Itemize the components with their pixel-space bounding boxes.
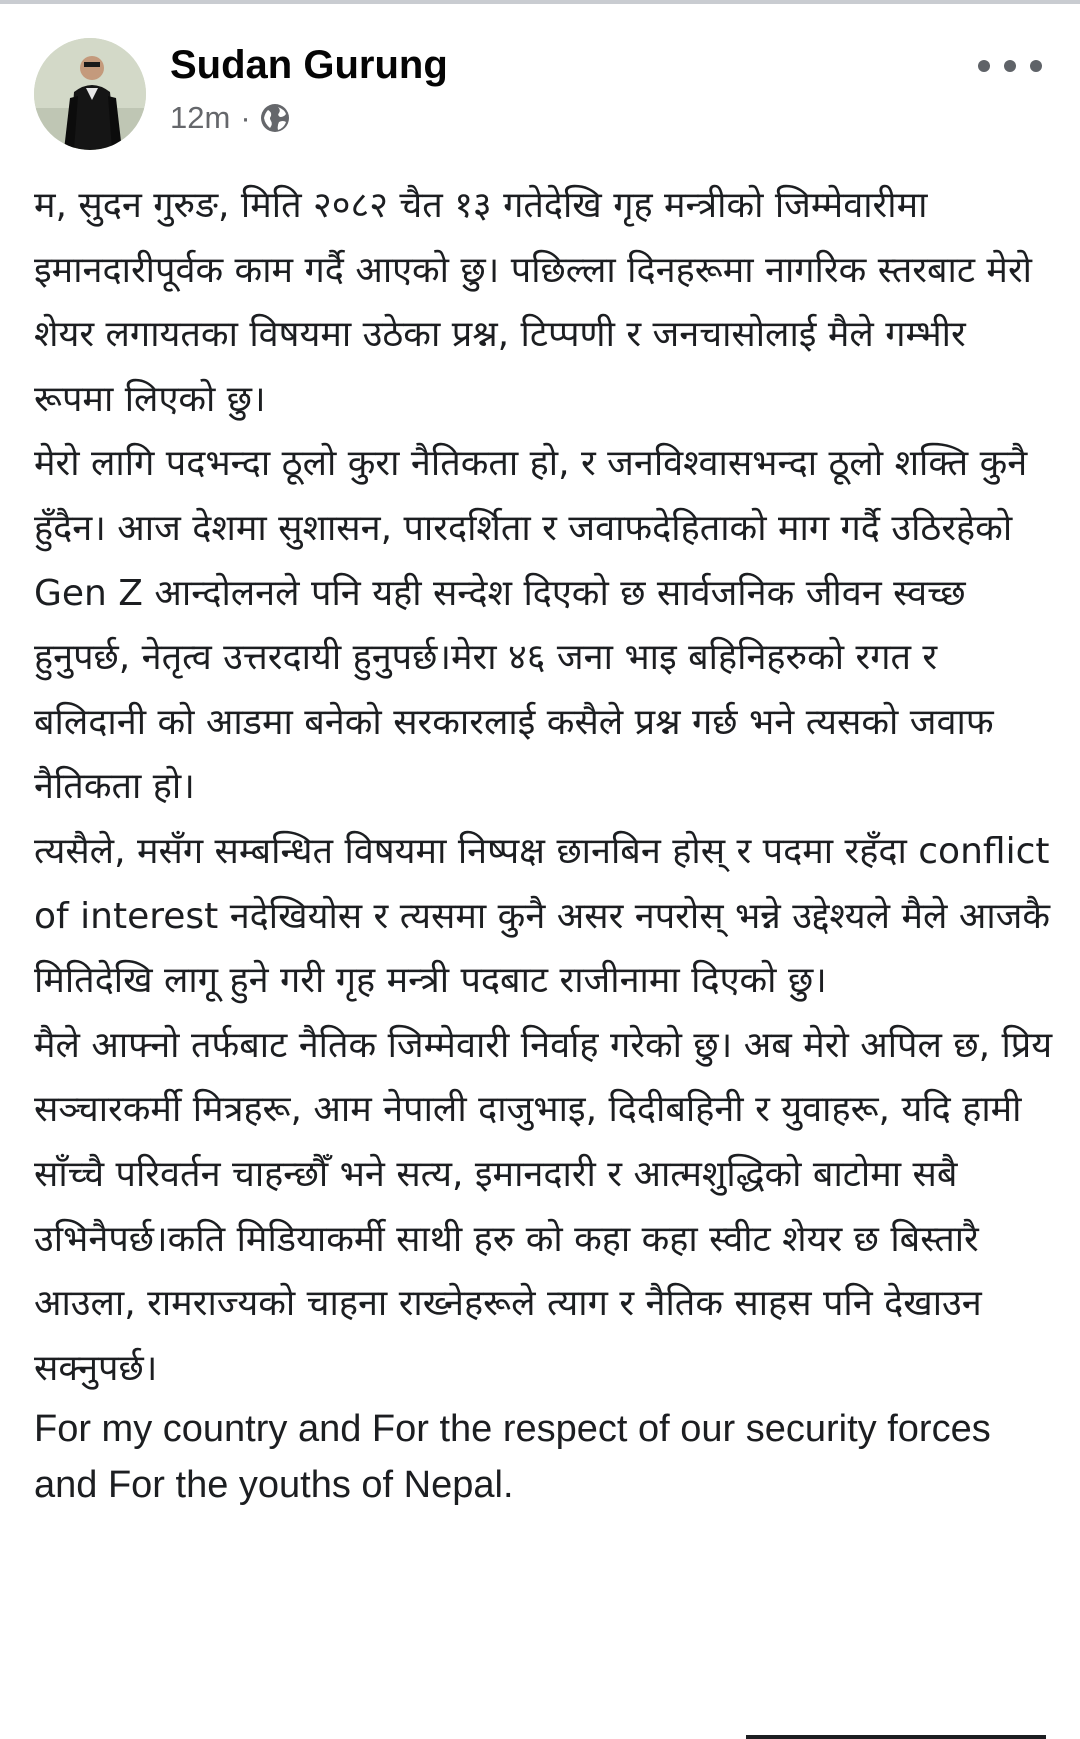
globe-icon <box>259 102 291 134</box>
post-paragraph: त्यसैले, मसँग सम्बन्धित विषयमा निष्पक्ष छानबिन होस् र पदमा रहँदा conflict of interest नदेखियोस र त्यसमा कुनै असर नपरोस् भन्ने उद्देश्यले मैले आजकै मितिदेखि लागू हुने गरी गृह मन्त्री पदबाट राजीनामा दिएको छु। <box>34 830 1050 1002</box>
next-section-peek <box>34 1730 1046 1739</box>
post-header <box>34 38 1046 150</box>
more-horizontal-icon-dot <box>978 60 990 72</box>
post-paragraph: मैले आफ्नो तर्फबाट नैतिक जिम्मेवारी निर्वाह गरेको छु। अब मेरो अपिल छ, प्रिय सञ्चारकर्मी मित्रहरू, आम नेपाली दाजुभाइ, दिदीबहिनी र युवाहरू, यदि हामी साँच्चै परिवर्तन चाहन्छौँ भने सत्य, इमानदारी र आत्मशुद्धिको बाटोमा सबै उभिनैपर्छ।कति मिडियाकर्मी साथी हरु को कहा कहा स्वीट शेयर छ बिस्तारै आउला, रामराज्यको चाहना राख्नेहरूले त्याग र नैतिक साहस पनि देखाउन सक्नुपर्छ। <box>34 1024 1053 1389</box>
author-name[interactable]: Sudan Gurung <box>170 43 448 87</box>
avatar[interactable] <box>34 38 146 150</box>
cropped-element <box>746 1735 1046 1739</box>
top-divider <box>0 0 1080 4</box>
meta-separator: · <box>240 100 251 135</box>
more-horizontal-icon-dot <box>1030 60 1042 72</box>
avatar-photo <box>34 38 146 150</box>
post-meta <box>170 98 291 138</box>
more-horizontal-icon-dot <box>1004 60 1016 72</box>
post-paragraph-english: For my country and For the respect of our security forces and For the youths of Nepal. <box>34 1408 991 1507</box>
more-options-button[interactable] <box>978 48 1042 84</box>
post-paragraph: मेरो लागि पदभन्दा ठूलो कुरा नैतिकता हो, र जनविश्वासभन्दा ठूलो शक्ति कुनै हुँदैन। आज देशमा सुशासन, पारदर्शिता र जवाफदेहिताको माग गर्दै उठिरहेको Gen Z आन्दोलनले पनि यही सन्देश दिएको छ सार्वजनिक जीवन स्वच्छ हुनुपर्छ, नेतृत्व उत्तरदायी हुनुपर्छ।मेरा ४६ जना भाइ बहिनिहरुको रगत र बलिदानी को आडमा बनेको सरकारलाई कसैले प्रश्न गर्छ भने त्यसको जवाफ नैतिकता हो। <box>34 443 1028 808</box>
post-time[interactable]: 12m <box>170 100 231 135</box>
post-paragraph: म, सुदन गुरुङ, मिति २०८२ चैत १३ गतेदेखि गृह मन्त्रीको जिम्मेवारीमा इमानदारीपूर्वक काम गर्दै आएको छु। पछिल्ला दिनहरूमा नागरिक स्तरबाट मेरो शेयर लगायतका विषयमा उठेका प्रश्न, टिप्पणी र जनचासोलाई मैले गम्भीर रूपमा लिएको छु। <box>34 185 1032 420</box>
post-text <box>34 174 1054 1513</box>
